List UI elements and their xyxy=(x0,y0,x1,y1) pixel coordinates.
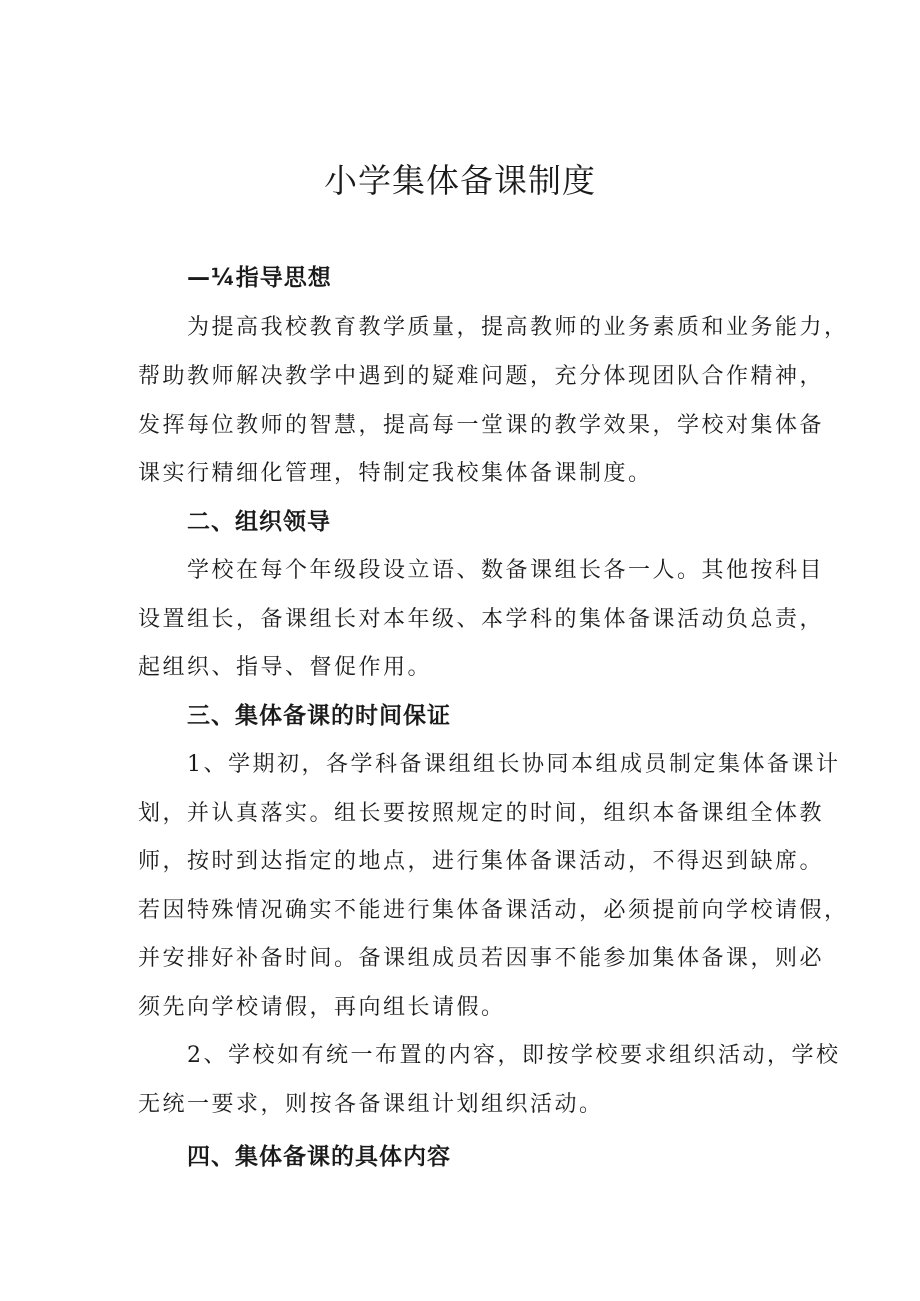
paragraph-line: 1、学期初，各学科备课组组长协同本组成员制定集体备课计 xyxy=(187,752,841,777)
paragraph-line: 帮助教师解决教学中遇到的疑难问题，充分体现团队合作精神， xyxy=(138,364,825,389)
paragraph-line: 并安排好补备时间。备课组成员若因事不能参加集体备课，则必 xyxy=(138,946,825,971)
document-title: 小学集体备课制度 xyxy=(324,161,596,200)
section-heading-specific-content: 四、集体备课的具体内容 xyxy=(187,1144,451,1170)
paragraph-line: 设置组长，备课组长对本年级、本学科的集体备课活动负总责， xyxy=(138,607,825,632)
paragraph-line: 若因特殊情况确实不能进行集体备课活动，必须提前向学校请假， xyxy=(138,898,849,923)
paragraph-line: 无统一要求，则按各备课组计划组织活动。 xyxy=(138,1092,604,1117)
section-heading-organization: 二、组织领导 xyxy=(187,509,331,535)
paragraph-line: 划，并认真落实。组长要按照规定的时间，组织本备课组全体教 xyxy=(138,801,825,826)
paragraph-line: 师，按时到达指定的地点，进行集体备课活动，不得迟到缺席。 xyxy=(138,849,825,874)
paragraph-line: 起组织、指导、督促作用。 xyxy=(138,655,433,680)
paragraph-line: 须先向学校请假，再向组长请假。 xyxy=(138,995,506,1020)
section-heading-guiding-ideology: —¼指导思想 xyxy=(187,265,332,291)
paragraph-line: 2、学校如有统一布置的内容，即按学校要求组织活动，学校 xyxy=(187,1043,841,1068)
paragraph-line: 发挥每位教师的智慧，提高每一堂课的教学效果，学校对集体备 xyxy=(138,413,825,438)
paragraph-line: 学校在每个年级段设立语、数备课组长各一人。其他按科目 xyxy=(187,558,825,583)
section-heading-time-guarantee: 三、集体备课的时间保证 xyxy=(187,703,451,729)
paragraph-line: 为提高我校教育教学质量，提高教师的业务素质和业务能力， xyxy=(187,315,849,340)
paragraph-line: 课实行精细化管理，特制定我校集体备课制度。 xyxy=(138,461,653,486)
